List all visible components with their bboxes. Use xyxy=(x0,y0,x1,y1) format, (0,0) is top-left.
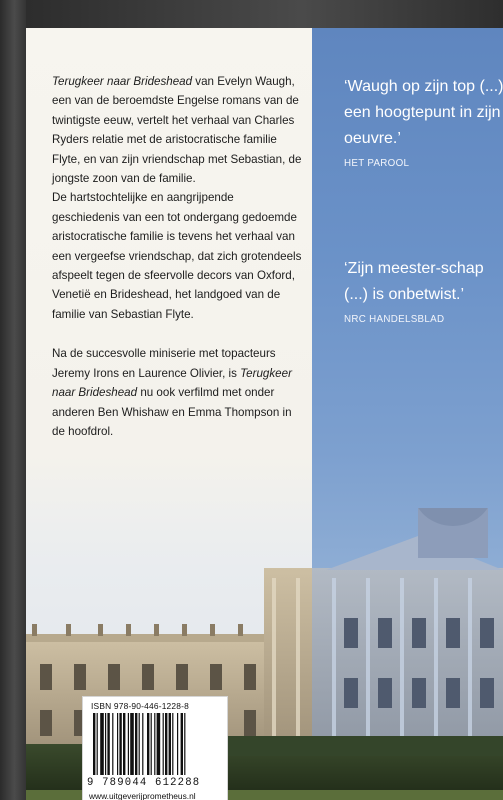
book-title-italic-2: Terugkeer naar Brideshead xyxy=(52,366,292,400)
review-quote-2-source: NRC HANDELSBLAD xyxy=(344,314,445,325)
review-quote-1-source: HET PAROOL xyxy=(344,158,410,169)
book-title-italic: Terugkeer naar Brideshead xyxy=(52,75,193,88)
blurb-paragraph-2: De hartstochtelijke en aangrijpende geschiedenis van een tot ondergang gedoemde aristocratische familie is tevens het verhaal van een vergeefse vriendschap, dat zich grotendeels afspeelt tegen de sfeervolle decors van Oxford, Venetië en Brideshead, het landgoed van de familie van Sebastian Flyte. xyxy=(52,191,302,321)
ean-number: 9 789044 612288 xyxy=(87,777,201,789)
blurb-text xyxy=(52,72,304,453)
review-quote-1 xyxy=(344,74,503,169)
review-quote-2-text: ‘Zijn meester-schap (...) is onbetwist.’ xyxy=(344,260,484,303)
blurb-paragraph-1-text: van Evelyn Waugh, een van de beroemdste Engelse romans van de twintigste eeuw, vertelt het verhaal van Charles Ryders relatie met de aristocratische familie Flyte, en van zijn vriendschap met Sebastian, de jongste zoon van de familie. xyxy=(52,75,302,186)
blurb-paragraph-3 xyxy=(52,344,304,441)
blurb-paragraph-1 xyxy=(52,72,304,188)
blurb-paragraph-3-after: nu ook verfilmd met onder anderen Ben Whishaw en Emma Thompson in de hoofdrol. xyxy=(52,386,292,438)
book-spine xyxy=(0,0,26,800)
back-cover xyxy=(26,28,503,800)
review-quote-1-text: ‘Waugh op zijn top (...) een hoogtepunt in zijn oeuvre.’ xyxy=(344,78,503,147)
isbn-number: ISBN 978-90-446-1228-8 xyxy=(91,701,189,711)
barcode-box xyxy=(82,696,228,800)
barcode-icon xyxy=(93,713,217,775)
publisher-url: www.uitgeverijprometheus.nl xyxy=(89,791,196,800)
blurb-paragraph-3-before: Na de succesvolle miniserie met topacteurs Jeremy Irons en Laurence Olivier, is xyxy=(52,347,276,380)
review-quote-2 xyxy=(344,256,503,325)
